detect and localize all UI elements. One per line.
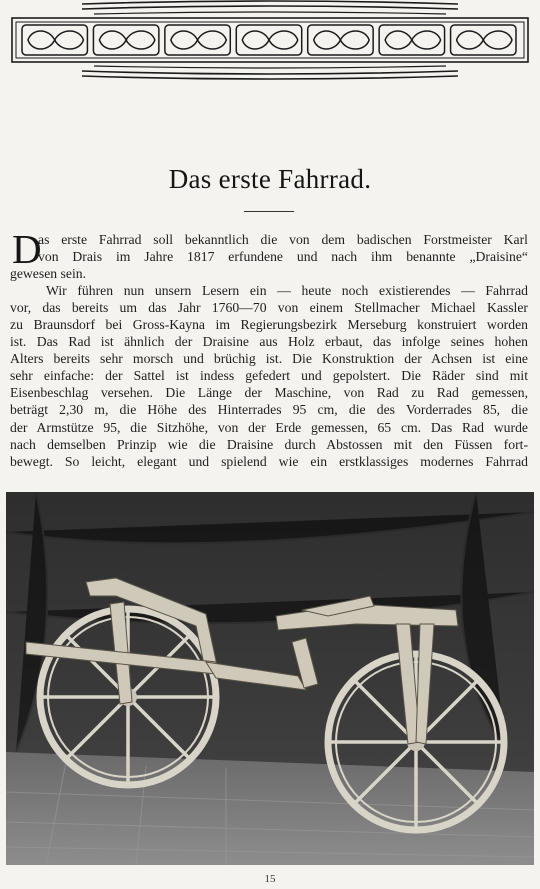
body-line: Wir führen nun unsern Lesern ein — heute noch existierendes — Fahrrad: [46, 283, 528, 299]
body-line: von Drais im Jahre 1817 erfundene und nach ihm benannte „Draisine“: [38, 249, 528, 265]
body-line: as erste Fahrrad soll bekanntlich die von dem badischen Forstmeister Karl: [38, 232, 528, 247]
drop-cap-initial: D: [12, 226, 42, 272]
title-divider: [244, 211, 294, 212]
body-line: zu Braunsdorf bei Gross-Kayna im Regierungsbezirk Merseburg konstruiert worden: [10, 317, 528, 333]
page-number: 15: [264, 873, 276, 885]
body-line: nach demselben Prinzip wie die Draisine durch Abstossen mit den Füssen fort-: [10, 436, 528, 452]
article-body: [10, 226, 528, 470]
body-line: sehr einfache: der Sattel ist indess gefedert und gepolstert. Die Räder sind mit: [10, 368, 528, 384]
article-title: Das erste Fahrrad.: [168, 164, 372, 194]
body-line: der Armstütze 95, die Sitzhöhe, von der Erde gemessen, 65 cm. Das Rad wurde: [10, 419, 528, 435]
body-line: vor, das bereits um das Jahr 1760—70 von einem Stellmacher Michael Kassler: [10, 300, 528, 316]
body-line: gewesen sein.: [10, 266, 87, 282]
body-line: ist. Das Rad ist ähnlich der Draisine aus Holz erbaut, das infolge seines hohen: [10, 334, 528, 350]
wooden-bicycle-photo-icon: [6, 492, 534, 865]
body-line: beträgt 2,30 m, die Höhe des Hinterrades 95 cm, die des Vorderrades 85, die: [10, 402, 528, 418]
body-line: Eisenbeschlag versehen. Die Länge der Maschine, von Rad zu Rad gemessen,: [10, 385, 528, 401]
body-line: bewegt. So leicht, elegant und spielend wie ein erstklassiges modernes Fahrrad: [10, 453, 528, 469]
celtic-knot-border-icon: [4, 0, 536, 84]
body-line: Alters bereits sehr morsch und brüchig ist. Die Konstruktion der Achsen ist eine: [10, 351, 528, 367]
